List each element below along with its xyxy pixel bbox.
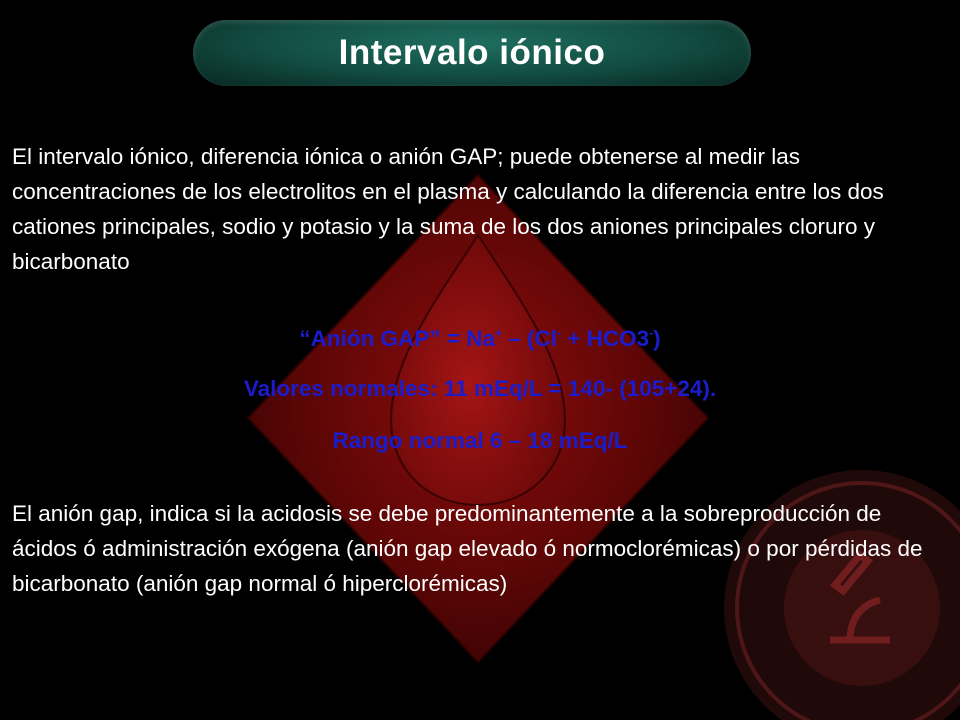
formula-cl-sup: - [557,326,562,340]
intro-paragraph: El intervalo iónico, diferencia iónica o anión GAP; puede obtenerse al medir las concentraciones de los electrolitos en el plasma y calculando la diferencia entre los dos cationes principales, sodio y potasio y la suma de los dos aniones principales cloruro y bicarbonato [12,144,884,274]
anion-gap-formula [0,326,960,352]
formula-end: + HCO3 [561,326,650,351]
normal-values-line: Valores normales: 11 mEq/L = 140- (105+24). [243,376,717,401]
formula-na-sup: + [494,326,502,340]
normal-range-line: Rango normal 6 – 18 mEq/L [332,428,628,453]
title-banner [193,20,751,86]
formula-hco3-sup: - [649,326,654,340]
conclusion-paragraph: El anión gap, indica si la acidosis se debe predominantemente a la sobreproducción de ácidos ó administración exógena (anión gap elevado ó normoclorémicas) o por pérdidas de bicarbonato (anión gap normal ó hiperclorémicas) [12,501,923,596]
formula-close: ) [653,326,661,351]
formula-prefix: “Anión GAP” = Na [299,326,495,351]
formula-middle: – (Cl [502,326,558,351]
slide-title: Intervalo iónico [338,33,606,72]
